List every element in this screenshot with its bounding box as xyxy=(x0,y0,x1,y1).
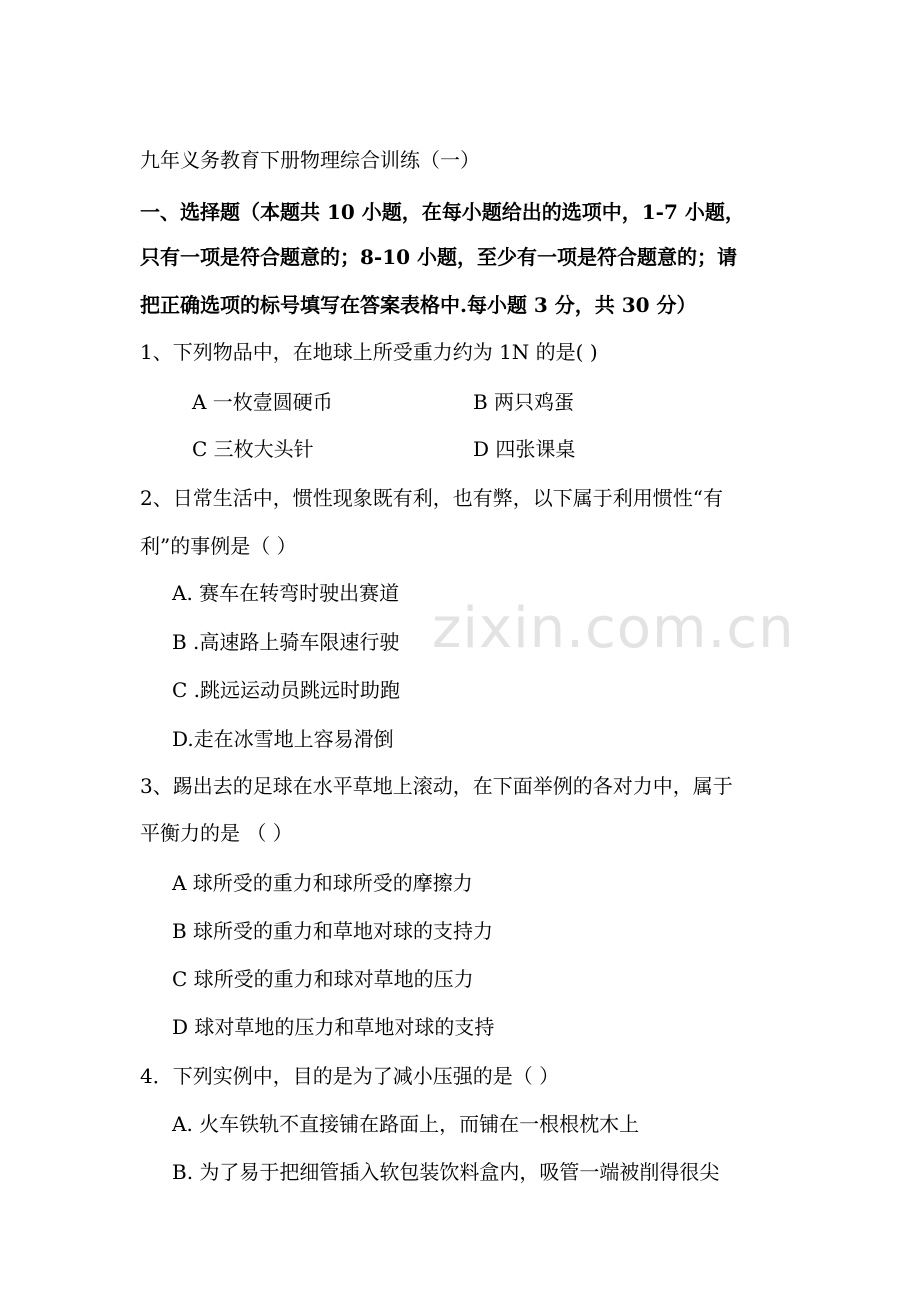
question-3-option-a: A 球所受的重力和球所受的摩擦力 xyxy=(172,871,473,895)
question-3-stem-line-2: 平衡力的是 （ ） xyxy=(140,821,293,845)
question-4-stem: 4．下列实例中，目的是为了减小压强的是（ ） xyxy=(140,1064,560,1088)
section-header-line-1: 一、选择题（本题共 10 小题，在每小题给出的选项中，1-7 小题， xyxy=(140,200,745,224)
question-2-option-a: A. 赛车在转弯时驶出赛道 xyxy=(172,581,400,605)
watermark: zixin.com.cn xyxy=(432,596,795,661)
question-2-stem-line-1: 2、日常生活中，惯性现象既有利，也有弊，以下属于利用惯性“有 xyxy=(140,486,723,510)
question-2-option-c: C .跳远运动员跳远时助跑 xyxy=(172,678,401,702)
question-3-option-d: D 球对草地的压力和草地对球的支持 xyxy=(172,1015,495,1039)
section-header-line-2: 只有一项是符合题意的；8-10 小题，至少有一项是符合题意的；请 xyxy=(140,245,738,269)
question-3-stem-line-1: 3、踢出去的足球在水平草地上滚动，在下面举例的各对力中，属于 xyxy=(140,774,733,798)
question-1-stem: 1、下列物品中，在地球上所受重力约为 1N 的是( ) xyxy=(140,340,598,364)
section-header-line-3: 把正确选项的标号填写在答案表格中.每小题 3 分，共 30 分） xyxy=(140,293,697,317)
question-3-option-c: C 球所受的重力和球对草地的压力 xyxy=(172,967,474,991)
question-1-option-b: B 两只鸡蛋 xyxy=(473,390,575,414)
question-3-option-b: B 球所受的重力和草地对球的支持力 xyxy=(172,919,494,943)
question-1-option-a: A 一枚壹圆硬币 xyxy=(192,390,333,414)
question-1-option-c: C 三枚大头针 xyxy=(192,437,314,461)
question-2-option-d: D.走在冰雪地上容易滑倒 xyxy=(172,727,394,751)
question-4-option-b: B. 为了易于把细管插入软包装饮料盒内，吸管一端被削得很尖 xyxy=(172,1160,720,1184)
question-1-option-d: D 四张课桌 xyxy=(473,437,576,461)
question-2-stem-line-2: 利”的事例是（ ） xyxy=(140,534,297,558)
document-title: 九年义务教育下册物理综合训练（一） xyxy=(140,148,480,172)
question-4-option-a: A. 火车铁轨不直接铺在路面上，而铺在一根根枕木上 xyxy=(172,1112,640,1136)
question-2-option-b: B .高速路上骑车限速行驶 xyxy=(172,630,400,654)
